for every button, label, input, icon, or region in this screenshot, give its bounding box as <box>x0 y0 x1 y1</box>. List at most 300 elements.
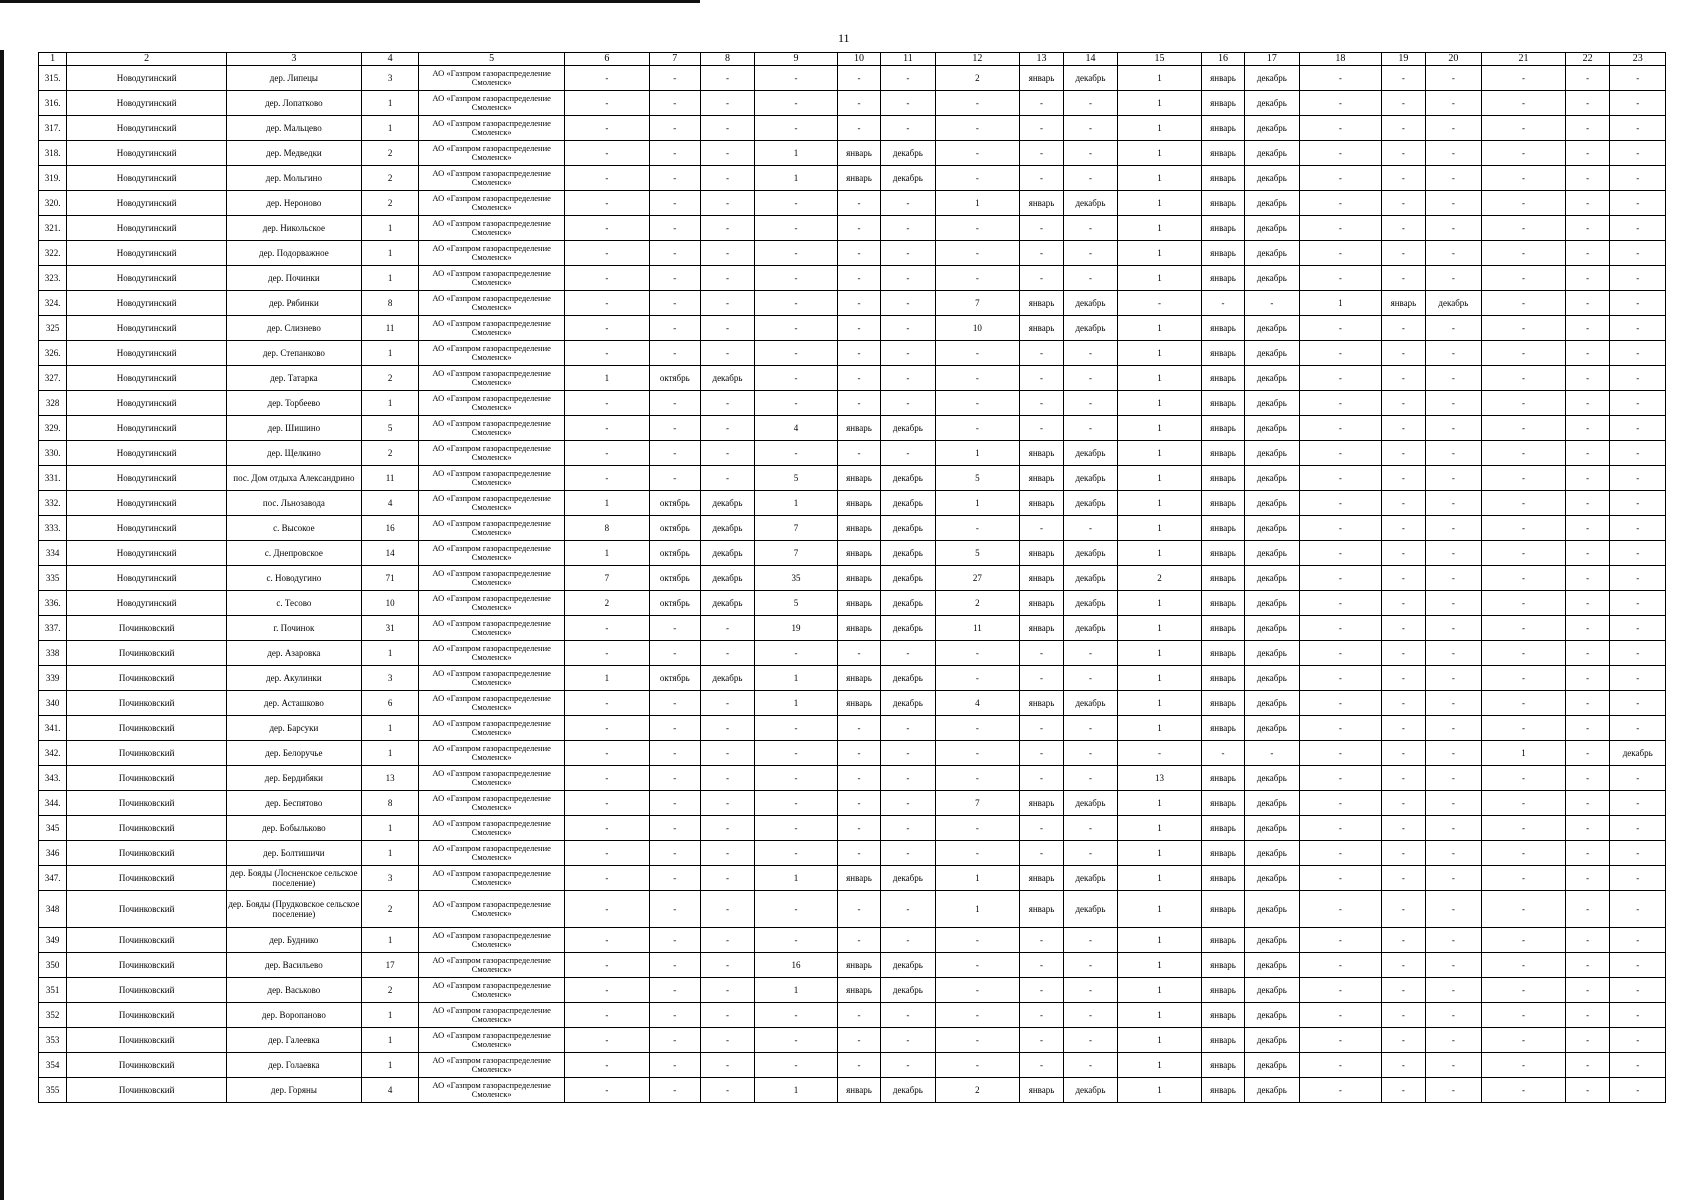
settlement-cell: дер. Бердибяки <box>227 766 362 791</box>
cell-20: - <box>1425 341 1482 366</box>
cell-16: январь <box>1201 866 1244 891</box>
cell-9: 1 <box>755 691 838 716</box>
cell-10: - <box>837 641 880 666</box>
cell-22: - <box>1565 91 1610 116</box>
cell-11: - <box>881 66 935 91</box>
organization-cell: АО «Газпром газораспределение Смоленск» <box>419 978 565 1003</box>
cell-13: - <box>1020 416 1063 441</box>
cell-15: 1 <box>1118 416 1202 441</box>
cell-15: 1 <box>1118 166 1202 191</box>
cell-20: - <box>1425 541 1482 566</box>
cell-11: декабрь <box>881 566 935 591</box>
organization-cell: АО «Газпром газораспределение Смоленск» <box>419 91 565 116</box>
cell-16: январь <box>1201 1003 1244 1028</box>
column-header-12: 12 <box>935 53 1020 66</box>
cell-20: - <box>1425 66 1482 91</box>
cell-6: - <box>564 928 649 953</box>
cell-7: - <box>649 191 700 216</box>
cell-13: январь <box>1020 866 1063 891</box>
table-row <box>39 928 1666 953</box>
cell-15: 1 <box>1118 91 1202 116</box>
settlement-cell: дер. Беспятово <box>227 791 362 816</box>
cell-11: - <box>881 216 935 241</box>
cell-12: - <box>935 91 1020 116</box>
cell-11: - <box>881 366 935 391</box>
cell-13: - <box>1020 91 1063 116</box>
table-row <box>39 616 1666 641</box>
cell-14: - <box>1063 391 1117 416</box>
cell-20: - <box>1425 266 1482 291</box>
row-number: 321. <box>39 216 67 241</box>
count-cell: 2 <box>361 191 419 216</box>
settlement-cell: дер. Васильево <box>227 953 362 978</box>
cell-13: - <box>1020 166 1063 191</box>
cell-6: - <box>564 166 649 191</box>
column-header-1: 1 <box>39 53 67 66</box>
column-header-15: 15 <box>1118 53 1202 66</box>
cell-11: - <box>881 91 935 116</box>
cell-11: - <box>881 241 935 266</box>
cell-9: 1 <box>755 491 838 516</box>
cell-16: январь <box>1201 316 1244 341</box>
cell-19: - <box>1382 1053 1425 1078</box>
cell-9: 7 <box>755 516 838 541</box>
district-cell: Новодугинский <box>67 266 227 291</box>
cell-14: - <box>1063 716 1117 741</box>
settlement-cell: с. Днепровское <box>227 541 362 566</box>
organization-cell: АО «Газпром газораспределение Смоленск» <box>419 316 565 341</box>
table-row <box>39 241 1666 266</box>
cell-9: 4 <box>755 416 838 441</box>
organization-cell: АО «Газпром газораспределение Смоленск» <box>419 1053 565 1078</box>
cell-14: декабрь <box>1063 316 1117 341</box>
cell-20: - <box>1425 241 1482 266</box>
cell-23: - <box>1610 816 1666 841</box>
organization-cell: АО «Газпром газораспределение Смоленск» <box>419 953 565 978</box>
cell-10: январь <box>837 591 880 616</box>
cell-18: - <box>1299 928 1382 953</box>
cell-17: декабрь <box>1245 141 1299 166</box>
cell-7: - <box>649 891 700 928</box>
cell-22: - <box>1565 1028 1610 1053</box>
cell-19: - <box>1382 928 1425 953</box>
cell-12: 1 <box>935 866 1020 891</box>
cell-10: - <box>837 891 880 928</box>
cell-11: - <box>881 1053 935 1078</box>
cell-19: - <box>1382 316 1425 341</box>
cell-6: - <box>564 66 649 91</box>
cell-13: январь <box>1020 291 1063 316</box>
cell-9: - <box>755 91 838 116</box>
settlement-cell: дер. Починки <box>227 266 362 291</box>
cell-16: январь <box>1201 766 1244 791</box>
organization-cell: АО «Газпром газораспределение Смоленск» <box>419 491 565 516</box>
cell-7: октябрь <box>649 666 700 691</box>
cell-23: - <box>1610 91 1666 116</box>
row-number: 315. <box>39 66 67 91</box>
cell-16: январь <box>1201 66 1244 91</box>
cell-16: январь <box>1201 791 1244 816</box>
cell-8: - <box>700 216 754 241</box>
cell-16: январь <box>1201 116 1244 141</box>
cell-15: 1 <box>1118 541 1202 566</box>
cell-10: январь <box>837 166 880 191</box>
cell-9: 1 <box>755 866 838 891</box>
row-number: 354 <box>39 1053 67 1078</box>
count-cell: 1 <box>361 1053 419 1078</box>
cell-12: - <box>935 953 1020 978</box>
cell-13: - <box>1020 216 1063 241</box>
district-cell: Починковский <box>67 641 227 666</box>
cell-18: - <box>1299 641 1382 666</box>
cell-20: - <box>1425 1078 1482 1103</box>
row-number: 340 <box>39 691 67 716</box>
cell-22: - <box>1565 691 1610 716</box>
cell-10: январь <box>837 141 880 166</box>
cell-22: - <box>1565 1053 1610 1078</box>
cell-6: - <box>564 978 649 1003</box>
cell-8: - <box>700 741 754 766</box>
table-row <box>39 866 1666 891</box>
cell-21: - <box>1482 716 1566 741</box>
cell-18: - <box>1299 491 1382 516</box>
cell-22: - <box>1565 266 1610 291</box>
cell-11: - <box>881 641 935 666</box>
cell-13: - <box>1020 266 1063 291</box>
cell-12: 1 <box>935 891 1020 928</box>
cell-11: декабрь <box>881 616 935 641</box>
cell-15: 1 <box>1118 591 1202 616</box>
cell-7: октябрь <box>649 491 700 516</box>
cell-11: декабрь <box>881 591 935 616</box>
cell-19: - <box>1382 441 1425 466</box>
cell-9: - <box>755 191 838 216</box>
cell-10: январь <box>837 691 880 716</box>
cell-16: январь <box>1201 978 1244 1003</box>
cell-21: - <box>1482 953 1566 978</box>
cell-9: 1 <box>755 141 838 166</box>
cell-16: январь <box>1201 1028 1244 1053</box>
column-header-19: 19 <box>1382 53 1425 66</box>
cell-12: - <box>935 766 1020 791</box>
cell-22: - <box>1565 641 1610 666</box>
cell-6: 2 <box>564 591 649 616</box>
cell-16: январь <box>1201 341 1244 366</box>
column-header-16: 16 <box>1201 53 1244 66</box>
cell-8: - <box>700 416 754 441</box>
cell-18: - <box>1299 741 1382 766</box>
cell-22: - <box>1565 1078 1610 1103</box>
district-cell: Починковский <box>67 841 227 866</box>
cell-11: декабрь <box>881 666 935 691</box>
cell-6: 1 <box>564 366 649 391</box>
cell-19: - <box>1382 953 1425 978</box>
cell-7: октябрь <box>649 516 700 541</box>
column-header-2: 2 <box>67 53 227 66</box>
cell-21: - <box>1482 691 1566 716</box>
cell-17: декабрь <box>1245 716 1299 741</box>
cell-22: - <box>1565 316 1610 341</box>
cell-23: - <box>1610 566 1666 591</box>
count-cell: 1 <box>361 1003 419 1028</box>
cell-17: декабрь <box>1245 316 1299 341</box>
cell-22: - <box>1565 591 1610 616</box>
organization-cell: АО «Газпром газораспределение Смоленск» <box>419 791 565 816</box>
cell-19: - <box>1382 1078 1425 1103</box>
cell-12: 5 <box>935 466 1020 491</box>
cell-22: - <box>1565 566 1610 591</box>
cell-14: - <box>1063 666 1117 691</box>
cell-13: январь <box>1020 616 1063 641</box>
cell-18: - <box>1299 391 1382 416</box>
cell-21: - <box>1482 141 1566 166</box>
district-cell: Новодугинский <box>67 516 227 541</box>
cell-6: - <box>564 641 649 666</box>
cell-22: - <box>1565 953 1610 978</box>
cell-14: декабрь <box>1063 191 1117 216</box>
cell-19: - <box>1382 166 1425 191</box>
cell-18: - <box>1299 341 1382 366</box>
district-cell: Новодугинский <box>67 591 227 616</box>
organization-cell: АО «Газпром газораспределение Смоленск» <box>419 416 565 441</box>
cell-22: - <box>1565 241 1610 266</box>
cell-9: - <box>755 841 838 866</box>
cell-20: - <box>1425 466 1482 491</box>
cell-22: - <box>1565 741 1610 766</box>
settlement-cell: дер. Бобыльково <box>227 816 362 841</box>
cell-18: - <box>1299 766 1382 791</box>
cell-15: 1 <box>1118 241 1202 266</box>
cell-14: - <box>1063 416 1117 441</box>
cell-7: - <box>649 216 700 241</box>
cell-21: - <box>1482 391 1566 416</box>
schedule-table <box>38 52 1666 1103</box>
cell-19: - <box>1382 666 1425 691</box>
cell-12: - <box>935 516 1020 541</box>
row-number: 333. <box>39 516 67 541</box>
cell-8: - <box>700 241 754 266</box>
cell-23: - <box>1610 491 1666 516</box>
cell-17: декабрь <box>1245 116 1299 141</box>
organization-cell: АО «Газпром газораспределение Смоленск» <box>419 391 565 416</box>
organization-cell: АО «Газпром газораспределение Смоленск» <box>419 1028 565 1053</box>
cell-13: - <box>1020 766 1063 791</box>
cell-6: - <box>564 691 649 716</box>
settlement-cell: дер. Асташково <box>227 691 362 716</box>
organization-cell: АО «Газпром газораспределение Смоленск» <box>419 691 565 716</box>
count-cell: 1 <box>361 741 419 766</box>
cell-10: январь <box>837 616 880 641</box>
district-cell: Новодугинский <box>67 116 227 141</box>
cell-15: 1 <box>1118 266 1202 291</box>
cell-6: - <box>564 191 649 216</box>
table-row <box>39 716 1666 741</box>
cell-10: - <box>837 816 880 841</box>
cell-8: - <box>700 291 754 316</box>
cell-16: январь <box>1201 91 1244 116</box>
cell-8: - <box>700 716 754 741</box>
row-number: 352 <box>39 1003 67 1028</box>
cell-8: - <box>700 1028 754 1053</box>
cell-19: - <box>1382 541 1425 566</box>
row-number: 346 <box>39 841 67 866</box>
row-number: 347. <box>39 866 67 891</box>
cell-21: - <box>1482 1053 1566 1078</box>
cell-7: - <box>649 266 700 291</box>
cell-8: - <box>700 141 754 166</box>
cell-11: - <box>881 741 935 766</box>
cell-21: - <box>1482 191 1566 216</box>
cell-15: 1 <box>1118 491 1202 516</box>
cell-9: - <box>755 66 838 91</box>
cell-22: - <box>1565 791 1610 816</box>
cell-19: - <box>1382 978 1425 1003</box>
cell-10: январь <box>837 666 880 691</box>
cell-12: 2 <box>935 1078 1020 1103</box>
cell-10: - <box>837 1053 880 1078</box>
scan-edge-left <box>0 50 4 1200</box>
cell-16: январь <box>1201 716 1244 741</box>
cell-22: - <box>1565 366 1610 391</box>
district-cell: Новодугинский <box>67 541 227 566</box>
cell-12: - <box>935 928 1020 953</box>
cell-11: - <box>881 766 935 791</box>
cell-20: - <box>1425 516 1482 541</box>
table-row <box>39 366 1666 391</box>
cell-23: - <box>1610 1028 1666 1053</box>
cell-11: - <box>881 266 935 291</box>
district-cell: Новодугинский <box>67 191 227 216</box>
cell-20: - <box>1425 441 1482 466</box>
cell-20: - <box>1425 591 1482 616</box>
row-number: 332. <box>39 491 67 516</box>
cell-22: - <box>1565 491 1610 516</box>
cell-17: декабрь <box>1245 591 1299 616</box>
cell-20: - <box>1425 116 1482 141</box>
cell-13: - <box>1020 841 1063 866</box>
cell-10: - <box>837 391 880 416</box>
cell-17: декабрь <box>1245 241 1299 266</box>
cell-17: декабрь <box>1245 216 1299 241</box>
cell-6: - <box>564 91 649 116</box>
table-row <box>39 116 1666 141</box>
column-header-13: 13 <box>1020 53 1063 66</box>
cell-12: 4 <box>935 691 1020 716</box>
cell-8: декабрь <box>700 541 754 566</box>
cell-7: октябрь <box>649 541 700 566</box>
cell-10: - <box>837 928 880 953</box>
table-row <box>39 591 1666 616</box>
cell-20: - <box>1425 953 1482 978</box>
cell-6: - <box>564 391 649 416</box>
cell-10: январь <box>837 416 880 441</box>
cell-23: декабрь <box>1610 741 1666 766</box>
cell-9: - <box>755 816 838 841</box>
cell-16: январь <box>1201 666 1244 691</box>
table-row <box>39 641 1666 666</box>
cell-6: 1 <box>564 491 649 516</box>
count-cell: 5 <box>361 416 419 441</box>
cell-23: - <box>1610 1078 1666 1103</box>
cell-12: - <box>935 416 1020 441</box>
cell-12: 7 <box>935 291 1020 316</box>
settlement-cell: дер. Болтишичи <box>227 841 362 866</box>
cell-9: - <box>755 1028 838 1053</box>
table-row <box>39 953 1666 978</box>
cell-10: - <box>837 291 880 316</box>
organization-cell: АО «Газпром газораспределение Смоленск» <box>419 1003 565 1028</box>
cell-15: - <box>1118 741 1202 766</box>
district-cell: Новодугинский <box>67 341 227 366</box>
cell-10: - <box>837 116 880 141</box>
count-cell: 2 <box>361 366 419 391</box>
row-number: 316. <box>39 91 67 116</box>
cell-17: декабрь <box>1245 1053 1299 1078</box>
cell-21: - <box>1482 66 1566 91</box>
settlement-cell: дер. Никольское <box>227 216 362 241</box>
schedule-sheet <box>38 52 1666 1103</box>
cell-21: 1 <box>1482 741 1566 766</box>
cell-7: - <box>649 766 700 791</box>
cell-10: - <box>837 1003 880 1028</box>
cell-20: - <box>1425 566 1482 591</box>
cell-18: - <box>1299 91 1382 116</box>
cell-14: - <box>1063 116 1117 141</box>
cell-8: - <box>700 341 754 366</box>
cell-7: - <box>649 691 700 716</box>
cell-15: 1 <box>1118 466 1202 491</box>
cell-18: - <box>1299 366 1382 391</box>
cell-13: - <box>1020 666 1063 691</box>
cell-8: - <box>700 766 754 791</box>
cell-23: - <box>1610 466 1666 491</box>
cell-14: - <box>1063 766 1117 791</box>
cell-21: - <box>1482 116 1566 141</box>
cell-20: - <box>1425 716 1482 741</box>
cell-17: декабрь <box>1245 491 1299 516</box>
table-row <box>39 1028 1666 1053</box>
cell-8: - <box>700 91 754 116</box>
cell-7: - <box>649 91 700 116</box>
cell-17: декабрь <box>1245 266 1299 291</box>
row-number: 327. <box>39 366 67 391</box>
cell-23: - <box>1610 1003 1666 1028</box>
cell-7: - <box>649 953 700 978</box>
district-cell: Починковский <box>67 691 227 716</box>
cell-22: - <box>1565 841 1610 866</box>
cell-19: - <box>1382 641 1425 666</box>
cell-9: - <box>755 266 838 291</box>
table-row <box>39 66 1666 91</box>
cell-15: 1 <box>1118 216 1202 241</box>
cell-16: январь <box>1201 641 1244 666</box>
district-cell: Новодугинский <box>67 466 227 491</box>
cell-10: январь <box>837 516 880 541</box>
cell-23: - <box>1610 166 1666 191</box>
cell-17: декабрь <box>1245 766 1299 791</box>
cell-23: - <box>1610 953 1666 978</box>
cell-17: - <box>1245 741 1299 766</box>
cell-14: - <box>1063 341 1117 366</box>
cell-13: - <box>1020 978 1063 1003</box>
count-cell: 4 <box>361 1078 419 1103</box>
cell-8: - <box>700 316 754 341</box>
column-header-23: 23 <box>1610 53 1666 66</box>
cell-17: декабрь <box>1245 91 1299 116</box>
cell-7: - <box>649 1028 700 1053</box>
table-row <box>39 666 1666 691</box>
cell-14: декабрь <box>1063 866 1117 891</box>
